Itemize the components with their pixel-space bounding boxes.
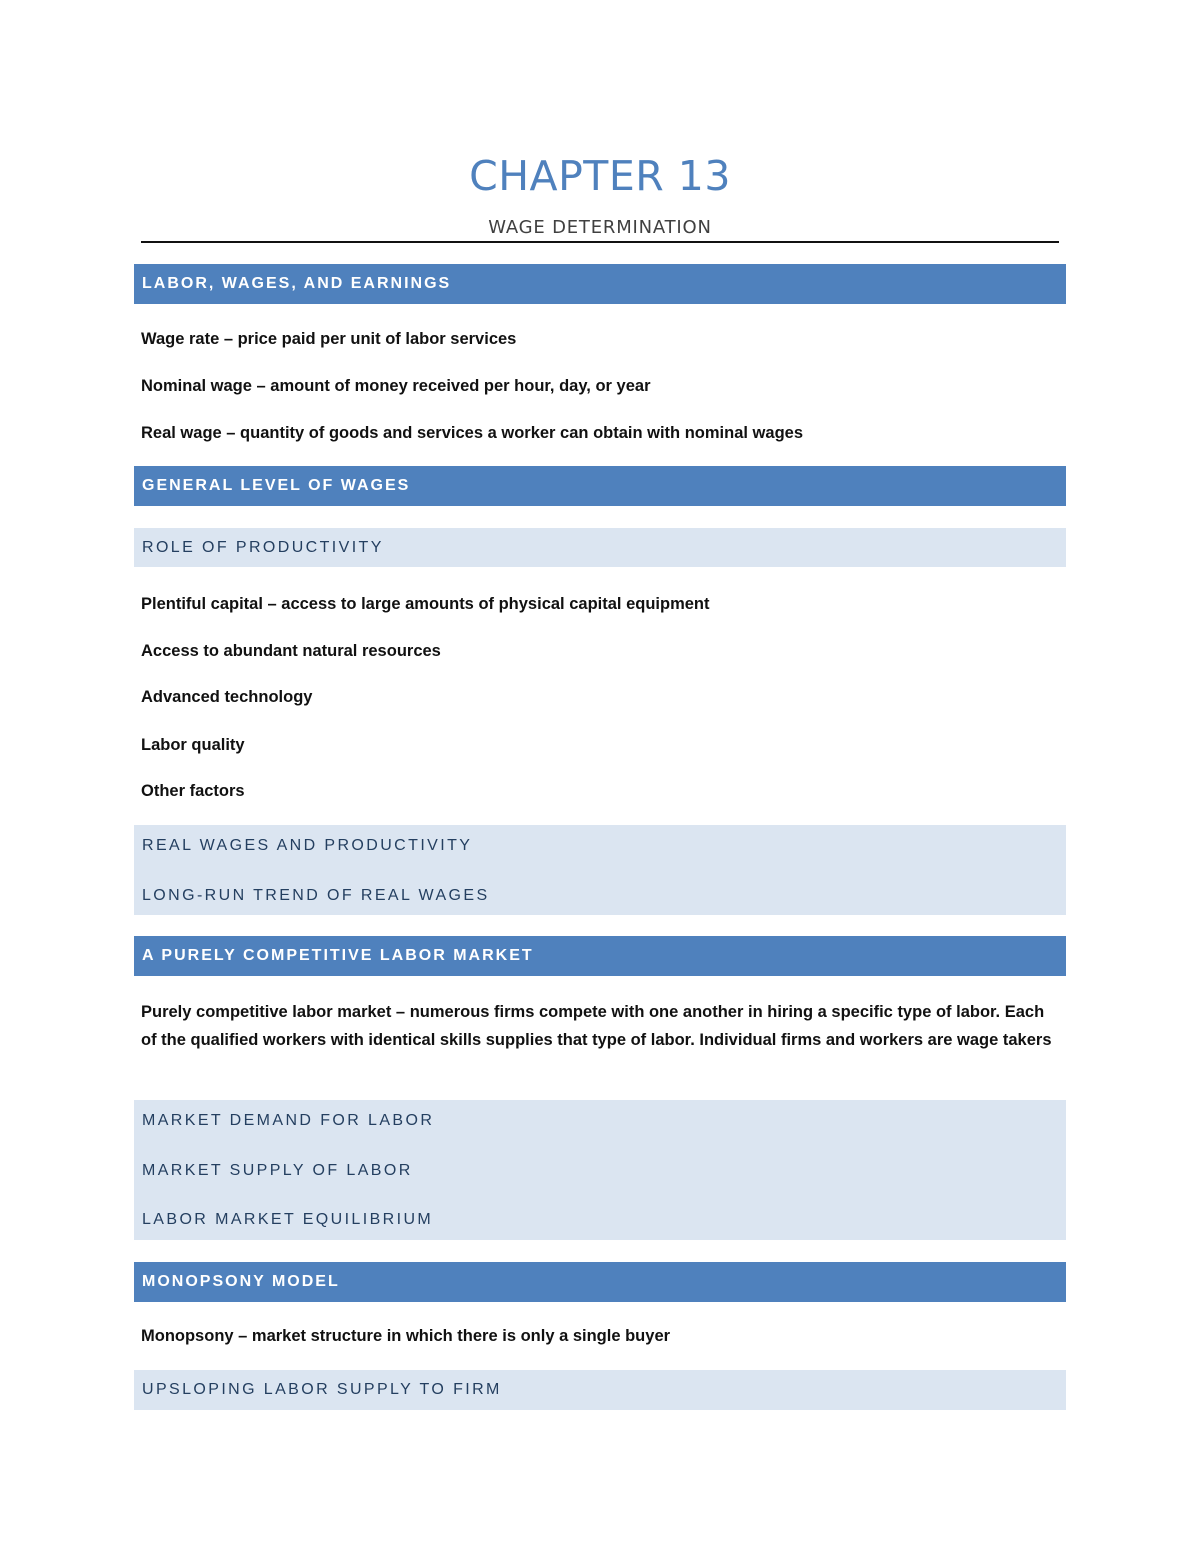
factor-labor-quality: Labor quality [141, 736, 245, 754]
subheading-real-wages-and-productivity: REAL WAGES AND PRODUCTIVITY [142, 837, 473, 854]
chapter-subtitle: WAGE DETERMINATION [488, 217, 712, 238]
section-heading-purely-competitive-labor-market: A PURELY COMPETITIVE LABOR MARKET [134, 936, 1066, 976]
subheading-role-of-productivity: ROLE OF PRODUCTIVITY [142, 539, 384, 556]
factor-advanced-technology: Advanced technology [141, 688, 313, 706]
chapter-title: CHAPTER 13 [469, 152, 731, 200]
factor-other-factors: Other factors [141, 782, 245, 800]
subheading-box-upsloping-supply [134, 1370, 1066, 1410]
factor-natural-resources: Access to abundant natural resources [141, 642, 441, 660]
section-heading-labor-wages-earnings: LABOR, WAGES, AND EARNINGS [134, 264, 1066, 304]
subheading-long-run-trend: LONG-RUN TREND OF REAL WAGES [142, 886, 490, 904]
definition-monopsony: Monopsony – market structure in which there is only a single buyer [141, 1327, 671, 1345]
section-heading-general-level-of-wages: GENERAL LEVEL OF WAGES [134, 466, 1066, 506]
subheading-labor-market-equilibrium: LABOR MARKET EQUILIBRIUM [142, 1211, 434, 1228]
definition-purely-competitive-labor-market: Purely competitive labor market – numerous firms compete with one another in hiring a specific type of labor. Each of the qualified workers with identical skills supplies that type of labor. Individual firms and workers are wage takers [141, 1003, 1052, 1049]
subheading-upsloping-labor-supply-to-firm: UPSLOPING LABOR SUPPLY TO FIRM [142, 1381, 502, 1398]
subheading-market-supply-of-labor: MARKET SUPPLY OF LABOR [142, 1161, 413, 1179]
subheading-box-real-wages [134, 825, 1066, 915]
definition-nominal-wage: Nominal wage – amount of money received per hour, day, or year [141, 377, 651, 395]
definition-real-wage: Real wage – quantity of goods and services a worker can obtain with nominal wages [141, 424, 803, 442]
subheading-market-demand-for-labor: MARKET DEMAND FOR LABOR [142, 1112, 435, 1129]
subheading-box-labor-market [134, 1100, 1066, 1240]
factor-plentiful-capital: Plentiful capital – access to large amounts of physical capital equipment [141, 595, 710, 613]
subheading-box-role-of-productivity [134, 528, 1066, 567]
title-divider [141, 241, 1059, 243]
section-heading-monopsony-model: MONOPSONY MODEL [134, 1262, 1066, 1302]
definition-wage-rate: Wage rate – price paid per unit of labor services [141, 330, 517, 348]
